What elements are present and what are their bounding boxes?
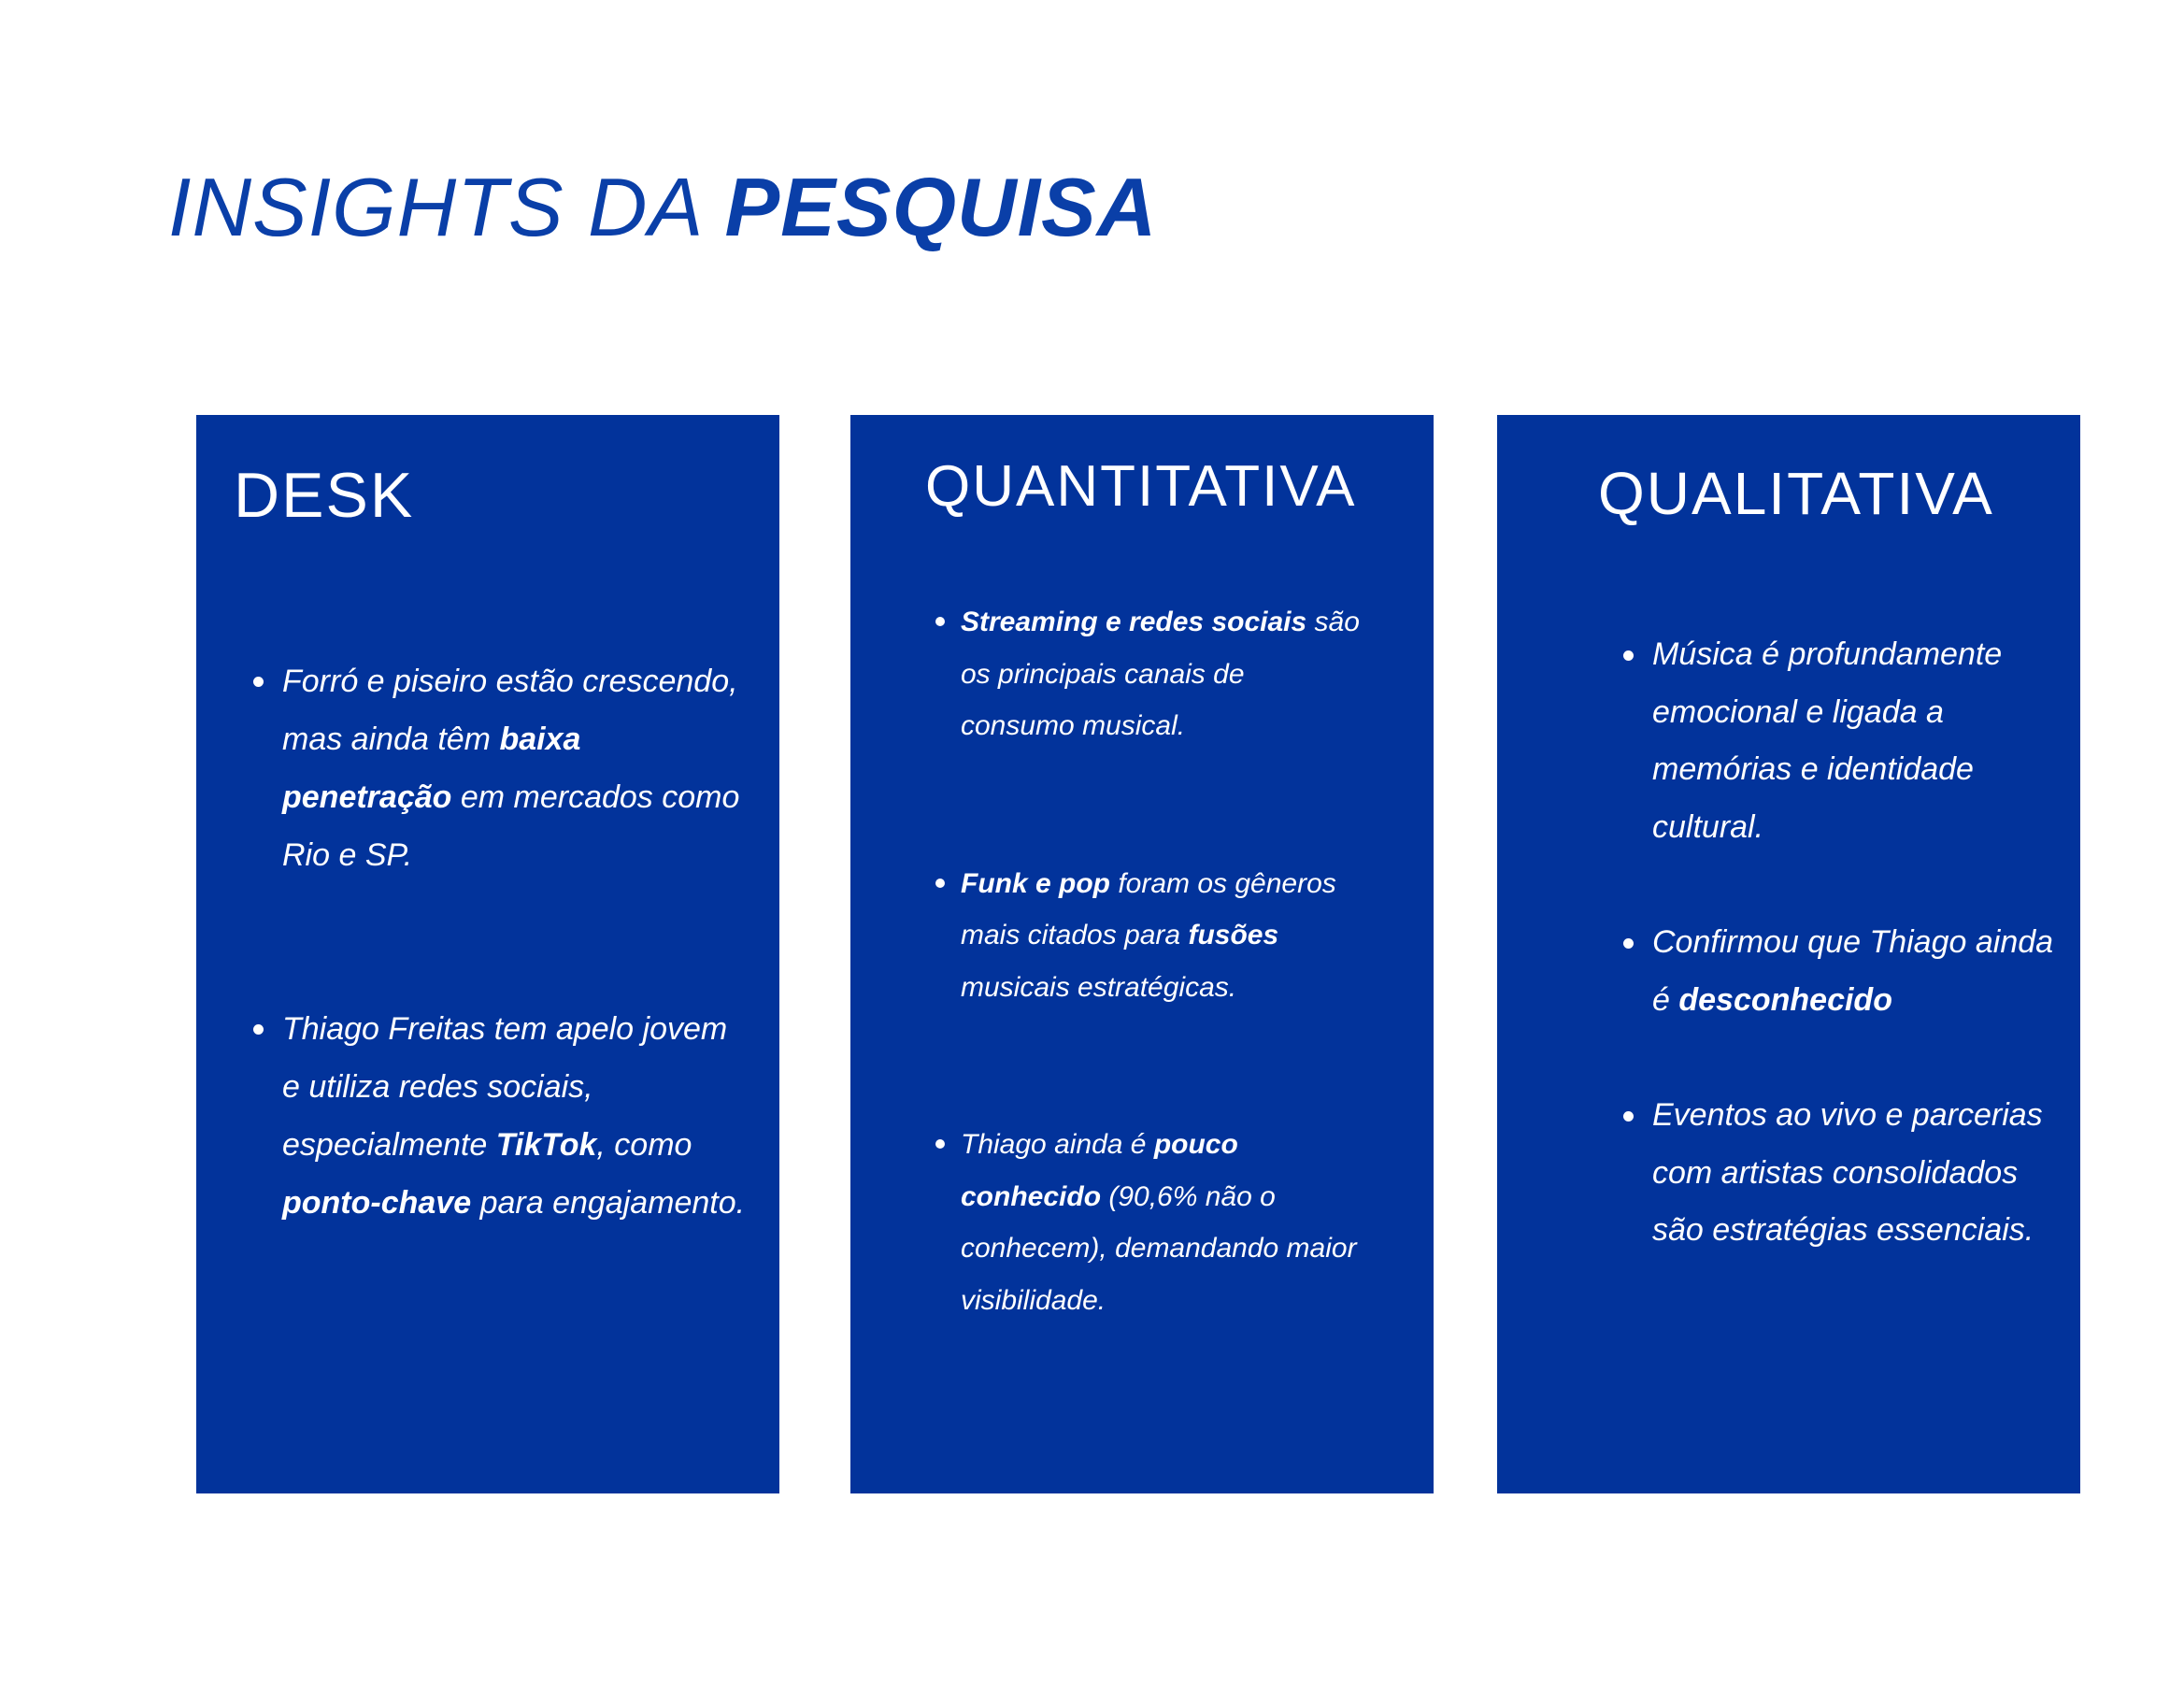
bullet-text: são os principais canais de consumo musical. [961,607,1360,741]
bullet-text-bold: ponto-chave [282,1185,472,1221]
bullet-text: Confirmou que Thiago ainda é [1652,924,2054,1018]
quantitativa-bullet-genres [961,858,1363,1014]
bullet-text-bold: desconhecido [1678,981,1892,1018]
quantitativa-card [850,415,1434,1493]
page-title-bold: PESQUISA [724,161,1158,253]
bullet-text: para engajamento. [471,1185,746,1221]
bullet-text: foram os gêneros mais citados para [961,867,1336,950]
bullet-text-bold: pouco conhecido [961,1129,1238,1212]
qualitativa-card [1497,415,2080,1493]
qualitativa-bullet-emotion [1652,626,2054,856]
desk-card [196,415,779,1493]
qualitativa-card-title: QUALITATIVA [1598,460,1994,527]
quantitativa-card-title: QUANTITATIVA [925,454,1357,519]
qualitativa-bullet-unknown [1652,914,2054,1029]
desk-bullet-appeal [282,1000,749,1232]
bullet-text: Eventos ao vivo e parcerias com artistas consolidados são estratégias essenciais. [1652,1097,2043,1248]
bullet-text: em mercados como Rio e SP. [282,779,740,873]
bullet-text: Thiago Freitas tem apelo jovem e utiliza redes sociais, especialmente [282,1011,728,1163]
desk-card-title: DESK [234,460,415,531]
bullet-text: musicais estratégicas. [961,971,1237,1003]
quantitativa-bullet-list [961,596,1363,1432]
bullet-text: (90,6% não o conhecem), demandando maior visibilidade. [961,1180,1357,1316]
quantitativa-bullet-awareness [961,1119,1363,1326]
desk-bullet-growth [282,652,749,884]
desk-bullet-list [282,652,749,1348]
bullet-text: Thiago ainda é [961,1129,1154,1160]
bullet-text-bold: baixa penetração [282,722,581,815]
page-title [168,161,1158,253]
qualitativa-bullet-events [1652,1087,2054,1260]
bullet-text-bold: Funk e pop [961,867,1110,899]
bullet-text: , como [596,1127,692,1163]
quantitativa-bullet-channels [961,596,1363,752]
bullet-text-bold: TikTok [495,1127,597,1163]
qualitativa-bullet-list [1652,626,2054,1260]
bullet-text: Música é profundamente emocional e ligada a memórias e identidade cultural. [1652,636,2003,845]
bullet-text-bold: fusões [1188,920,1279,950]
bullet-text-bold: Streaming e redes sociais [961,607,1307,637]
bullet-text: Forró e piseiro estão crescendo, mas ainda têm [282,664,738,757]
page-title-light: INSIGHTS DA [168,161,725,253]
